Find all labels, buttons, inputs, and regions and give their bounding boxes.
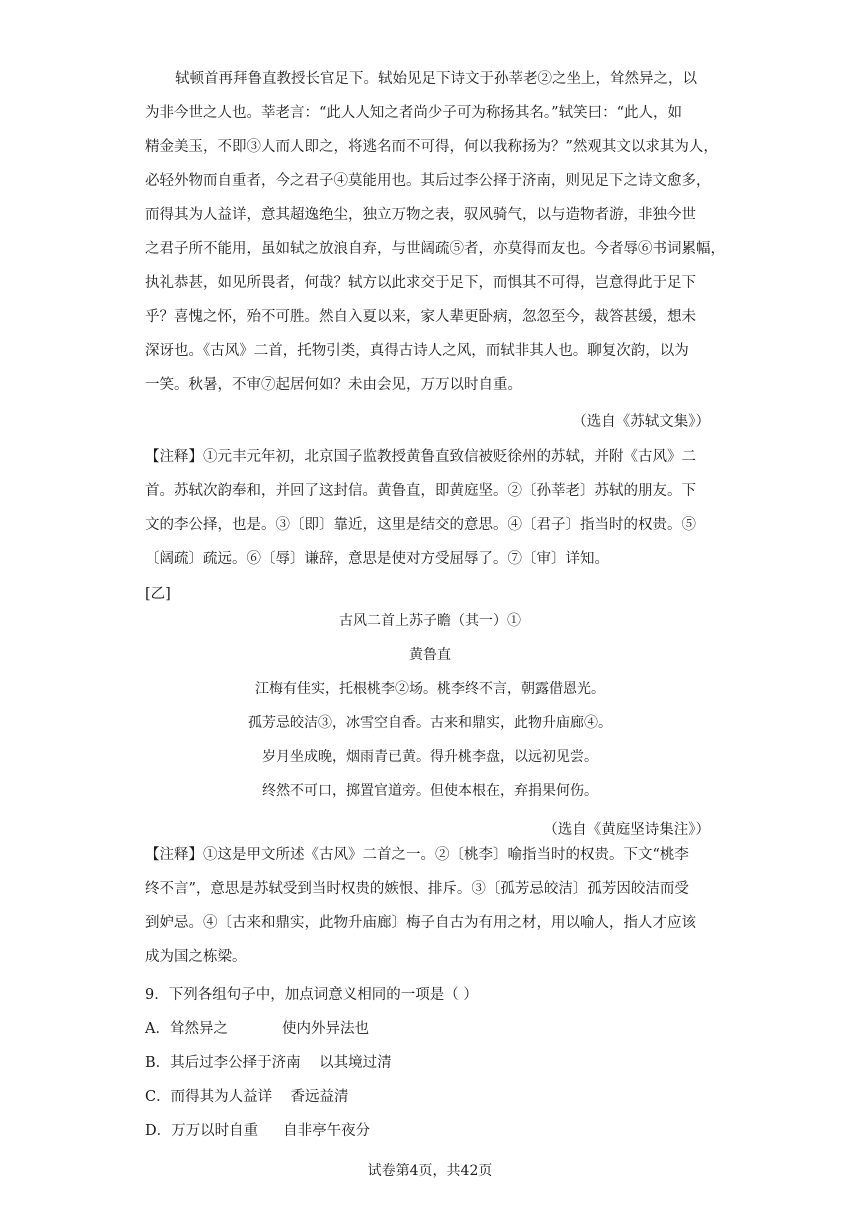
option-b[interactable] (145, 1046, 478, 1080)
question-9 (145, 978, 478, 1148)
poem-verse: 江梅有佳实，托根桃李②场。桃李终不言，朝露借恩光。 (255, 681, 605, 697)
poem-verse: 终然不可口，掷置官道旁。但使本根在，弃捐果何伤。 (262, 783, 598, 799)
passage-line: 一笑。秋暑，不审⑦起居何如？未由会见，万万以时自重。 (145, 377, 522, 393)
note-line: 【注释】①这是甲文所述《古风》二首之一。②〔桃李〕喻指当时的权贵。下文“桃李 (145, 847, 689, 863)
option-c[interactable] (145, 1080, 478, 1114)
passage-line: 执礼恭甚，如见所畏者，何哉？轼方以此求交于足下，而惧其不可得，岂意得此于足下 (145, 275, 696, 291)
passage-line: 乎？喜愧之怀，殆不可胜。然自入夏以来，家人辈更卧病，忽忽至今，裁答甚缓，想未 (145, 309, 696, 325)
question-stem: 9．下列各组句子中，加点词意义相同的一项是（ ） (145, 987, 478, 1003)
passage-line: 必轻外物而自重者，今之君子④莫能用也。其后过李公择于济南，则见足下之诗文愈多， (145, 173, 711, 189)
poem-title: 古风二首上苏子瞻（其一）① (339, 613, 521, 629)
option-sentence: 其后过李公择于济南 (170, 1055, 301, 1071)
option-a[interactable] (145, 1012, 478, 1046)
note-line: 〔阔疏〕疏远。⑥〔辱〕谦辞，意思是使对方受屈辱了。⑦〔审〕详知。 (145, 551, 609, 567)
note-line: 首。苏轼次韵奉和，并回了这封信。黄鲁直，即黄庭坚。②〔孙莘老〕苏轼的朋友。下 (145, 483, 696, 499)
passage-line: 之君子所不能用，虽如轼之放浪自弃，与世阔疏⑤者，亦莫得而友也。今者辱⑥书词累幅， (145, 241, 725, 257)
poem-verse: 岁月坐成晚，烟雨青已黄。得升桃李盘，以远初见尝。 (262, 749, 598, 765)
passage-line: 精金美玉，不即③人而人即之，将逃名而不可得，何以我称扬为？”然观其文以求其为人， (145, 139, 718, 155)
notes-yi (145, 838, 715, 974)
option-sentence: 万万以时自重 (171, 1123, 259, 1139)
passage-jia (145, 62, 725, 402)
note-line: 【注释】①元丰元年初，北京国子监教授黄鲁直致信被贬徐州的苏轼，并附《古风》二 (145, 449, 696, 465)
page-footer: 试卷第4页，共42页 (367, 1163, 493, 1179)
note-line: 终不言”，意思是苏轼受到当时权贵的嫉恨、排斥。③〔孤芳忌皎洁〕孤芳因皎洁而受 (145, 881, 689, 897)
poem-verse: 孤芳忌皎洁③，冰雪空自香。古来和鼎实，此物升庙廊④。 (248, 715, 612, 731)
passage-line: 深讶也。《古风》二首，托物引类，真得古诗人之风，而轼非其人也。聊复次韵，以为 (145, 343, 689, 359)
notes-jia (145, 440, 715, 576)
passage-line: 为非今世之人也。莘老言：“此人人知之者尚少子可为称扬其名。”轼笑曰：“此人，如 (145, 105, 682, 121)
option-sentence: 而得其为人益详 (170, 1089, 273, 1105)
note-line: 文的李公择，也是。③〔即〕靠近，这里是结交的意思。④〔君子〕指当时的权贵。⑤ (145, 517, 696, 533)
source-citation-jia: （选自《苏轼文集》） (572, 414, 710, 430)
option-sentence: 耸然异之 (169, 1021, 228, 1037)
option-sentence: 以其境过清 (319, 1055, 392, 1071)
note-line: 成为国之栋梁。 (145, 949, 247, 965)
option-letter: C． (145, 1089, 171, 1105)
passage-line: 而得其为人益详，意其超逸绝尘，独立万物之表，驭风骑气，以与造物者游，非独今世 (145, 207, 696, 223)
option-sentence: 使内外异法也 (281, 1021, 369, 1037)
option-d[interactable] (145, 1114, 478, 1148)
option-letter: D． (145, 1123, 172, 1139)
note-line: 到妒忌。④〔古来和鼎实，此物升庙廊〕梅子自古为有用之材，用以喻人，指人才应该 (145, 915, 696, 931)
option-letter: B． (145, 1055, 171, 1071)
option-sentence: 自非亭午夜分 (283, 1123, 371, 1139)
poem-author: 黄鲁直 (409, 647, 451, 663)
option-letter: A． (145, 1021, 170, 1037)
poem-yi (145, 604, 715, 808)
passage-line: 轼顿首再拜鲁直教授长官足下。轼始见足下诗文于孙莘老②之坐上，耸然异之，以 (175, 71, 697, 87)
section-label-yi: [乙] (145, 586, 171, 602)
option-sentence: 香远益清 (290, 1089, 349, 1105)
source-citation-yi: （选自《黄庭坚诗集注》） (543, 822, 710, 838)
